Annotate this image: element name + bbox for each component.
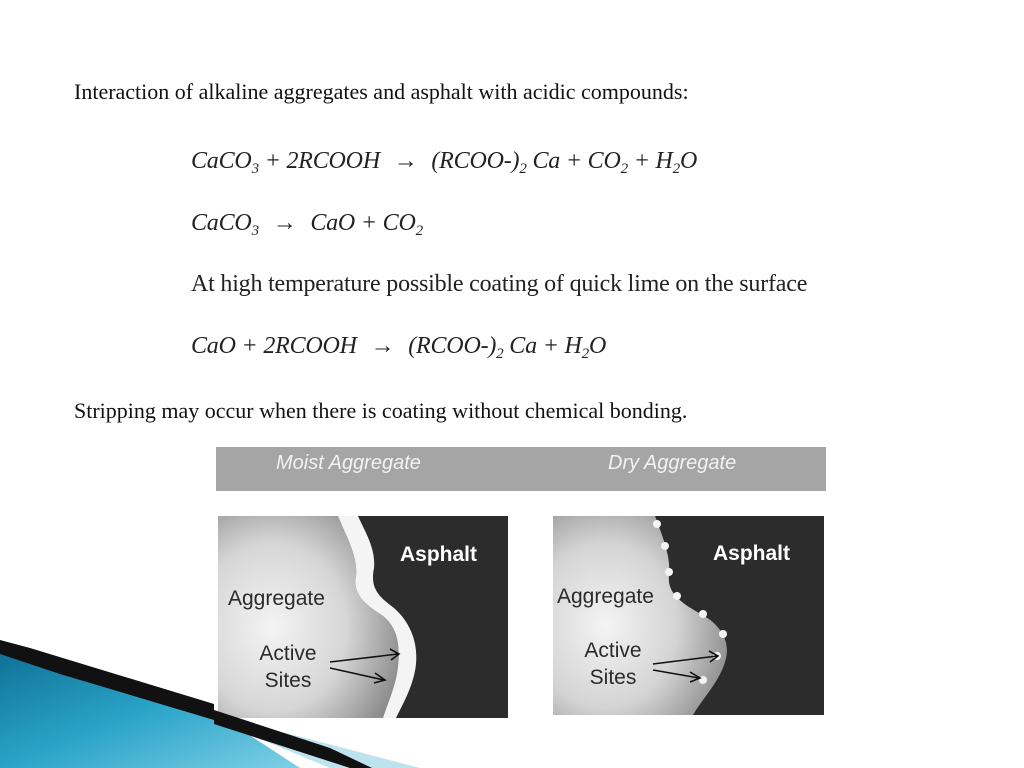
- moist-aggregate-label: Moist Aggregate: [276, 452, 421, 474]
- dry-asphalt-label: Asphalt: [713, 542, 791, 565]
- moist-active-text: Active: [259, 642, 317, 665]
- stripping-statement: Stripping may occur when there is coating without chemical bonding.: [74, 398, 688, 423]
- figure-header-bar: [216, 447, 826, 491]
- decorative-ribbon: [0, 640, 420, 768]
- dry-active-text: Active: [584, 639, 642, 662]
- eq4-sub-c: 2: [581, 346, 589, 362]
- dry-aggregate-text: Aggregate: [557, 585, 654, 608]
- eq2-sub-a: 3: [251, 223, 259, 239]
- intro-heading: Interaction of alkaline aggregates and asphalt with acidic compounds:: [74, 79, 689, 104]
- equation-3-note: [191, 270, 807, 298]
- dry-aggregate-diagram: [553, 516, 824, 715]
- eq1-sub-c: 2: [519, 161, 527, 177]
- eq1-term-b: + 2RCOOH: [264, 148, 380, 174]
- eq2-term-a: CaCO: [191, 210, 252, 236]
- eq4-term-d: O: [588, 333, 607, 359]
- eq1-term-a: CaCO: [191, 148, 252, 174]
- dry-aggregate-label: Dry Aggregate: [608, 452, 737, 474]
- eq4-term-b: (RCOO-): [408, 333, 497, 359]
- eq1-term-e: + H: [633, 148, 673, 174]
- eq2-sub-b: 2: [415, 223, 423, 239]
- equation-1: [191, 147, 697, 175]
- eq4-term-c: Ca + H: [509, 333, 582, 359]
- equation-4: [191, 332, 606, 360]
- equation-2: [191, 209, 423, 237]
- eq1-sub-a: 3: [251, 161, 259, 177]
- eq2-term-b: CaO + CO: [310, 210, 416, 236]
- eq4-arrow: →: [370, 333, 395, 359]
- eq1-sub-e: 2: [672, 161, 680, 177]
- moist-aggregate-text: Aggregate: [228, 587, 325, 610]
- eq4-sub-b: 2: [496, 346, 504, 362]
- eq1-term-d: Ca + CO: [532, 148, 621, 174]
- eq1-term-c: (RCOO-): [431, 148, 520, 174]
- eq1-arrow: →: [393, 148, 418, 174]
- moist-asphalt-label: Asphalt: [400, 543, 478, 566]
- eq2-arrow: →: [272, 210, 297, 236]
- eq1-term-f: O: [679, 148, 698, 174]
- eq3-text: At high temperature possible coating of quick lime on the surface: [191, 271, 808, 297]
- dry-sites-text: Sites: [589, 666, 637, 689]
- eq4-term-a: CaO + 2RCOOH: [191, 333, 357, 359]
- eq1-sub-d: 2: [620, 161, 628, 177]
- moist-sites-text: Sites: [264, 669, 312, 692]
